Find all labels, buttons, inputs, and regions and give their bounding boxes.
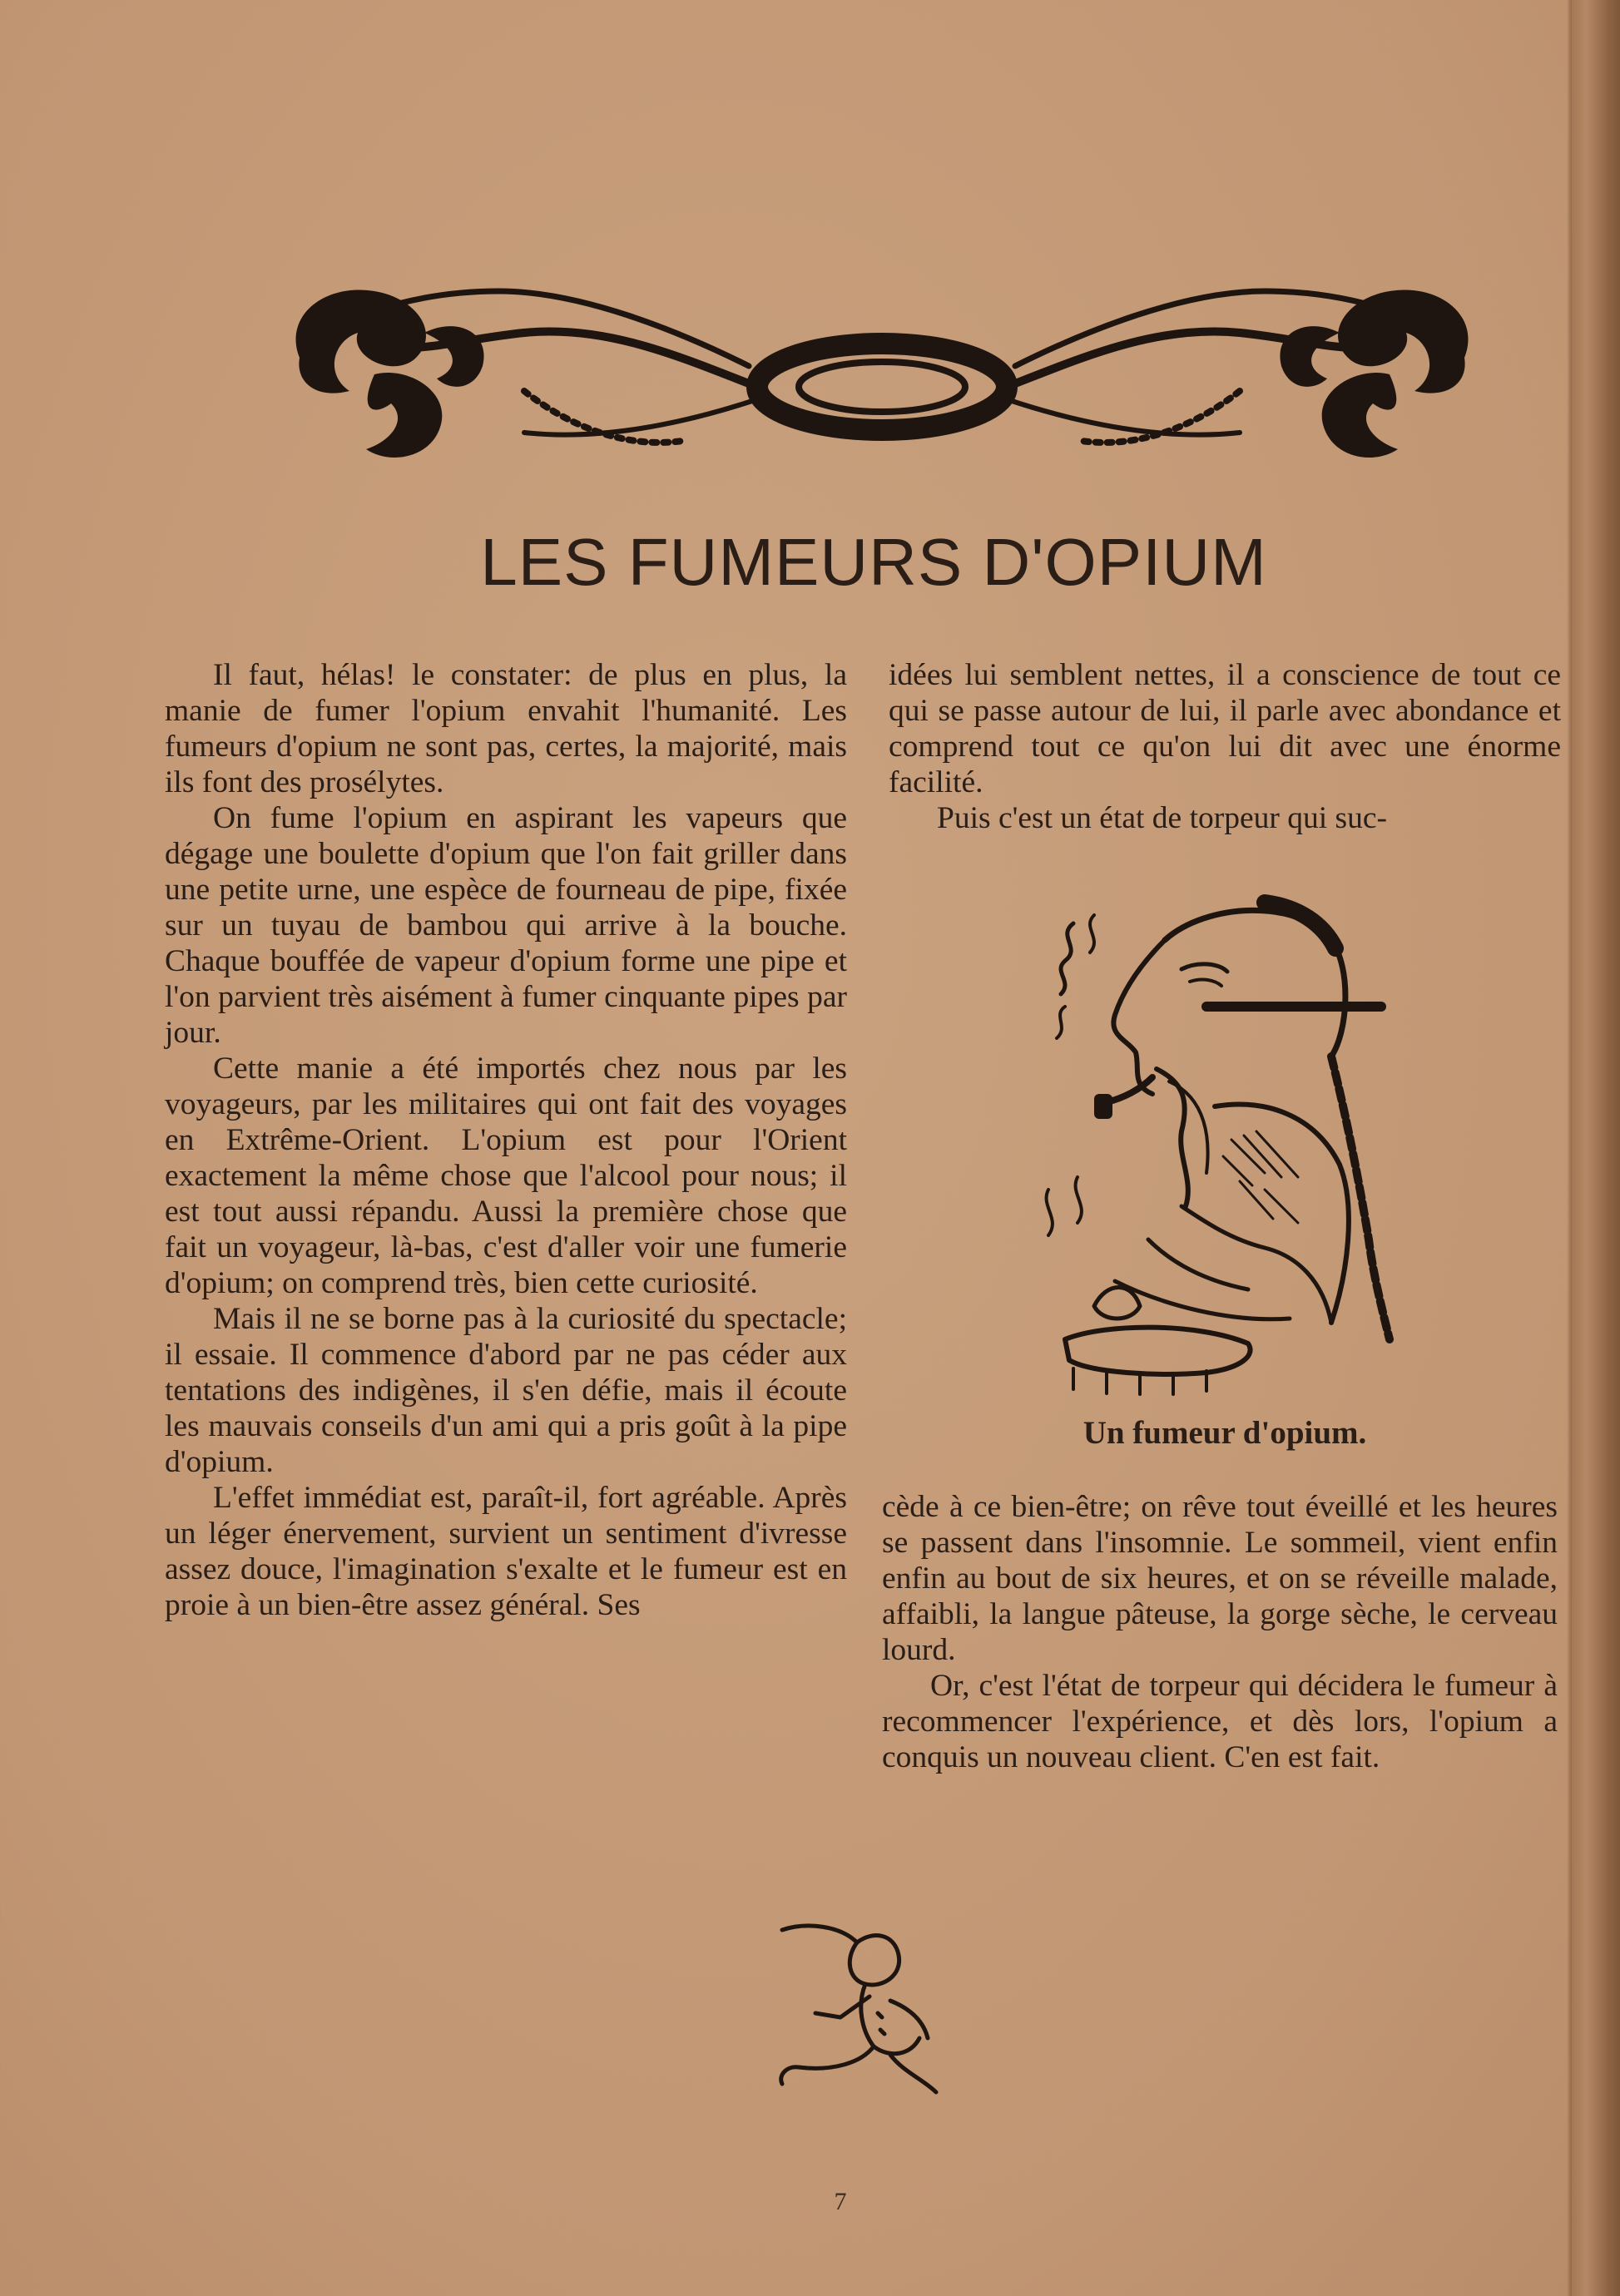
paragraph: L'effet immédiat est, paraît-il, fort agréable. Après un léger énervement, survient un sentiment d'ivresse assez douce, l'imagination s'exalte et le fumeur est en proie à un bien-être assez général. Ses xyxy=(165,1481,847,1622)
article-title: LES FUMEURS D'OPIUM xyxy=(480,525,1267,599)
opium-smoker-illustration-icon xyxy=(1015,890,1406,1406)
paragraph: Mais il ne se borne pas à la curiosité du spectacle; il essaie. Il commence d'abord par ne pas céder aux tentations des indigènes, il s'en défie, mais il écoute les mauvais conseils d'un ami qui a pris goût à la pipe d'opium. xyxy=(165,1302,847,1479)
page-number: 7 xyxy=(834,2188,847,2215)
article-left-column xyxy=(165,657,847,1623)
art-nouveau-ornament-icon xyxy=(250,233,1514,482)
paragraph: Or, c'est l'état de torpeur qui décidera le fumeur à recommencer l'expérience, et dès lors, l'opium a conquis un nouveau client. C'en est fait. xyxy=(882,1669,1558,1774)
paragraph: Puis c'est un état de torpeur qui suc- xyxy=(937,801,1388,835)
paragraph: On fume l'opium en aspirant les vapeurs que dégage une boulette d'opium que l'on fait griller dans une petite urne, une espèce de fourneau de pipe, fixée sur un tuyau de bambou qui arrive à la bouche. Chaque bouffée de vapeur d'opium forme une pipe et l'on parvient très aisément à fumer cinquante pipes par jour. xyxy=(165,801,847,1050)
paragraph: idées lui semblent nettes, il a conscience de tout ce qui se passe autour de lui, il parle avec abondance et comprend tout ce qu'on lui dit avec une énorme facilité. xyxy=(889,658,1561,799)
article-right-column-bottom xyxy=(882,1489,1558,1775)
running-figure-vignette-icon xyxy=(765,1913,949,2105)
paragraph: Il faut, hélas! le constater: de plus en plus, la manie de fumer l'opium envahit l'humanité. Les fumeurs d'opium ne sont pas, certes, la majorité, mais ils font des prosélytes. xyxy=(165,658,847,799)
article-right-column-top xyxy=(889,657,1561,836)
paragraph: cède à ce bien-être; on rêve tout éveillé et les heures se passent dans l'insomnie. Le sommeil, vient enfin enfin au bout de six heures, et on se réveille malade, affaibli, la langue pâteuse, la gorge sèche, le cerveau lourd. xyxy=(882,1490,1558,1667)
book-spine xyxy=(1572,0,1620,2296)
figure-caption: Un fumeur d'opium. xyxy=(1082,1415,1367,1451)
paragraph: Cette manie a été importés chez nous par les voyageurs, par les militaires qui ont fait des voyages en Extrême-Orient. L'opium est pour l'Orient exactement la même chose que l'alcool pour nous; il est tout aussi répandu. Aussi la première chose que fait un voyageur, là-bas, c'est d'aller voir une fumerie d'opium; on comprend très, bien cette curiosité. xyxy=(165,1052,847,1300)
